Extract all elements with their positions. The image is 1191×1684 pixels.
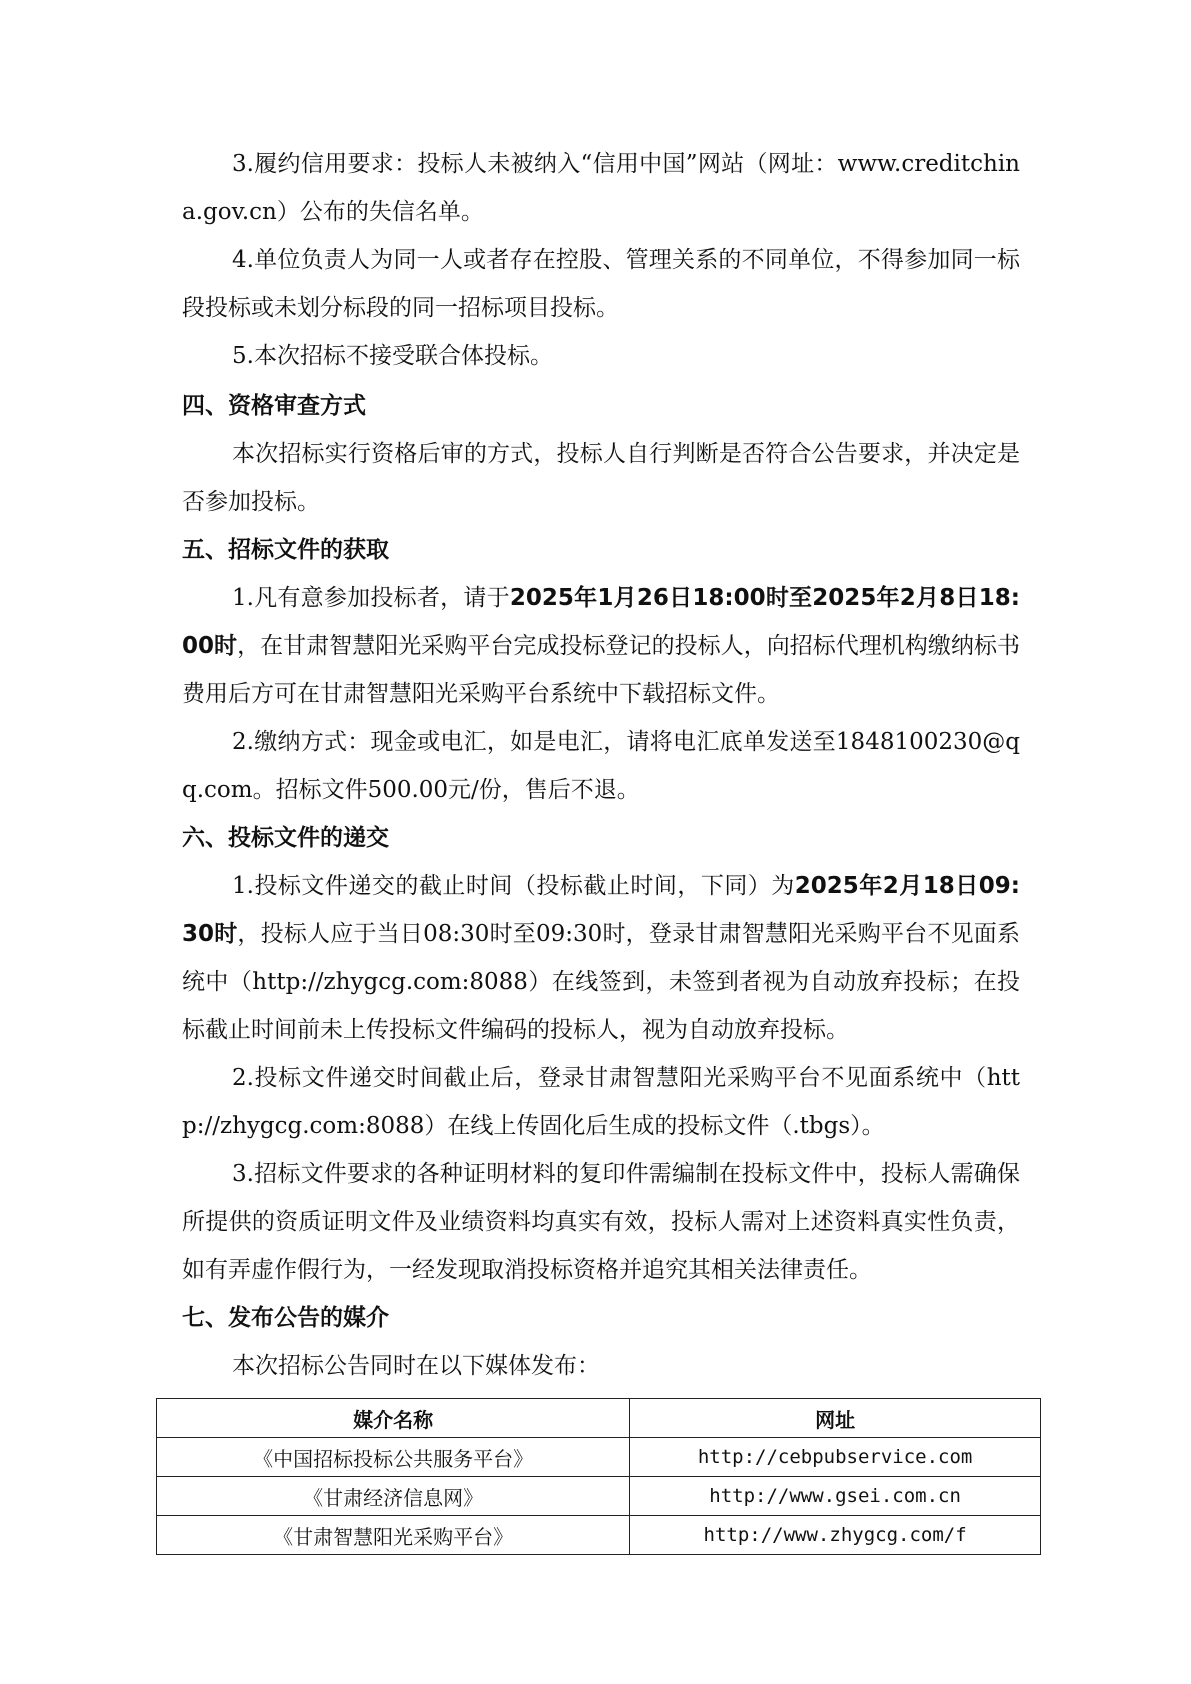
section-heading-qualification-review: 四、资格审查方式	[182, 393, 366, 419]
obtain-documents-period: 2025年1月26日18:00时至2025年2月8日18:00时	[182, 585, 1020, 659]
obtain-documents-paragraph	[182, 574, 1020, 718]
no-consortium-paragraph: 5.本次招标不接受联合体投标。	[232, 343, 553, 369]
section-heading-publication-media: 七、发布公告的媒介	[182, 1305, 389, 1331]
certificate-materials-paragraph: 3.招标文件要求的各种证明材料的复印件需编制在投标文件中，投标人需确保所提供的资质证明文件及业绩资料均真实有效，投标人需对上述资料真实性负责，如有弄虚作假行为，一经发现取消投标资格并追究其相关法律责任。	[182, 1161, 1020, 1283]
bid-deadline-text-a: 1.投标文件递交的截止时间（投标截止时间，下同）为	[232, 873, 795, 899]
url-cell: http://www.zhygcg.com/f	[630, 1516, 1041, 1555]
url-header: 网址	[630, 1399, 1041, 1438]
table-header-row	[157, 1399, 1041, 1438]
media-name-header: 媒介名称	[157, 1399, 630, 1438]
publication-media-paragraph: 本次招标公告同时在以下媒体发布：	[232, 1353, 600, 1379]
payment-method-paragraph: 2.缴纳方式：现金或电汇，如是电汇，请将电汇底单发送至1848100230@qq.com。招标文件500.00元/份，售后不退。	[182, 729, 1020, 803]
unit-responsible-paragraph: 4.单位负责人为同一人或者存在控股、管理关系的不同单位，不得参加同一标段投标或未划分标段的同一招标项目投标。	[182, 247, 1020, 321]
obtain-documents-text-c: ，在甘肃智慧阳光采购平台完成投标登记的投标人，向招标代理机构缴纳标书费用后方可在甘肃智慧阳光采购平台系统中下载招标文件。	[182, 633, 1021, 707]
bid-upload-paragraph: 2.投标文件递交时间截止后，登录甘肃智慧阳光采购平台不见面系统中（http://zhygcg.com:8088）在线上传固化后生成的投标文件（.tbgs）。	[182, 1065, 1020, 1139]
table-row	[157, 1438, 1041, 1477]
obtain-documents-text-a: 1.凡有意参加投标者，请于	[232, 585, 510, 611]
table-row	[157, 1477, 1041, 1516]
section-heading-bid-submission: 六、投标文件的递交	[182, 825, 389, 851]
document-page	[182, 140, 1020, 1555]
table-row	[157, 1516, 1041, 1555]
bid-deadline-text-c: ，投标人应于当日08:30时至09:30时，登录甘肃智慧阳光采购平台不见面系统中（http://zhygcg.com:8088）在线签到，未签到者视为自动放弃投标；在投标截止时间前未上传投标文件编码的投标人，视为自动放弃投标。	[182, 921, 1020, 1043]
bid-deadline-time: 2025年2月18日09:30时	[182, 873, 1020, 947]
url-cell: http://www.gsei.com.cn	[630, 1477, 1041, 1516]
media-table	[156, 1398, 1041, 1555]
url-cell: http://cebpubservice.com	[630, 1438, 1041, 1477]
credit-requirement-paragraph: 3.履约信用要求：投标人未被纳入“信用中国”网站（网址：www.creditchina.gov.cn）公布的失信名单。	[182, 151, 1020, 225]
section-heading-obtain-documents: 五、招标文件的获取	[182, 537, 389, 563]
media-name-cell: 《甘肃智慧阳光采购平台》	[157, 1516, 630, 1555]
qualification-review-paragraph: 本次招标实行资格后审的方式，投标人自行判断是否符合公告要求，并决定是否参加投标。	[182, 441, 1020, 515]
media-name-cell: 《中国招标投标公共服务平台》	[157, 1438, 630, 1477]
media-name-cell: 《甘肃经济信息网》	[157, 1477, 630, 1516]
bid-deadline-paragraph	[182, 862, 1020, 1054]
